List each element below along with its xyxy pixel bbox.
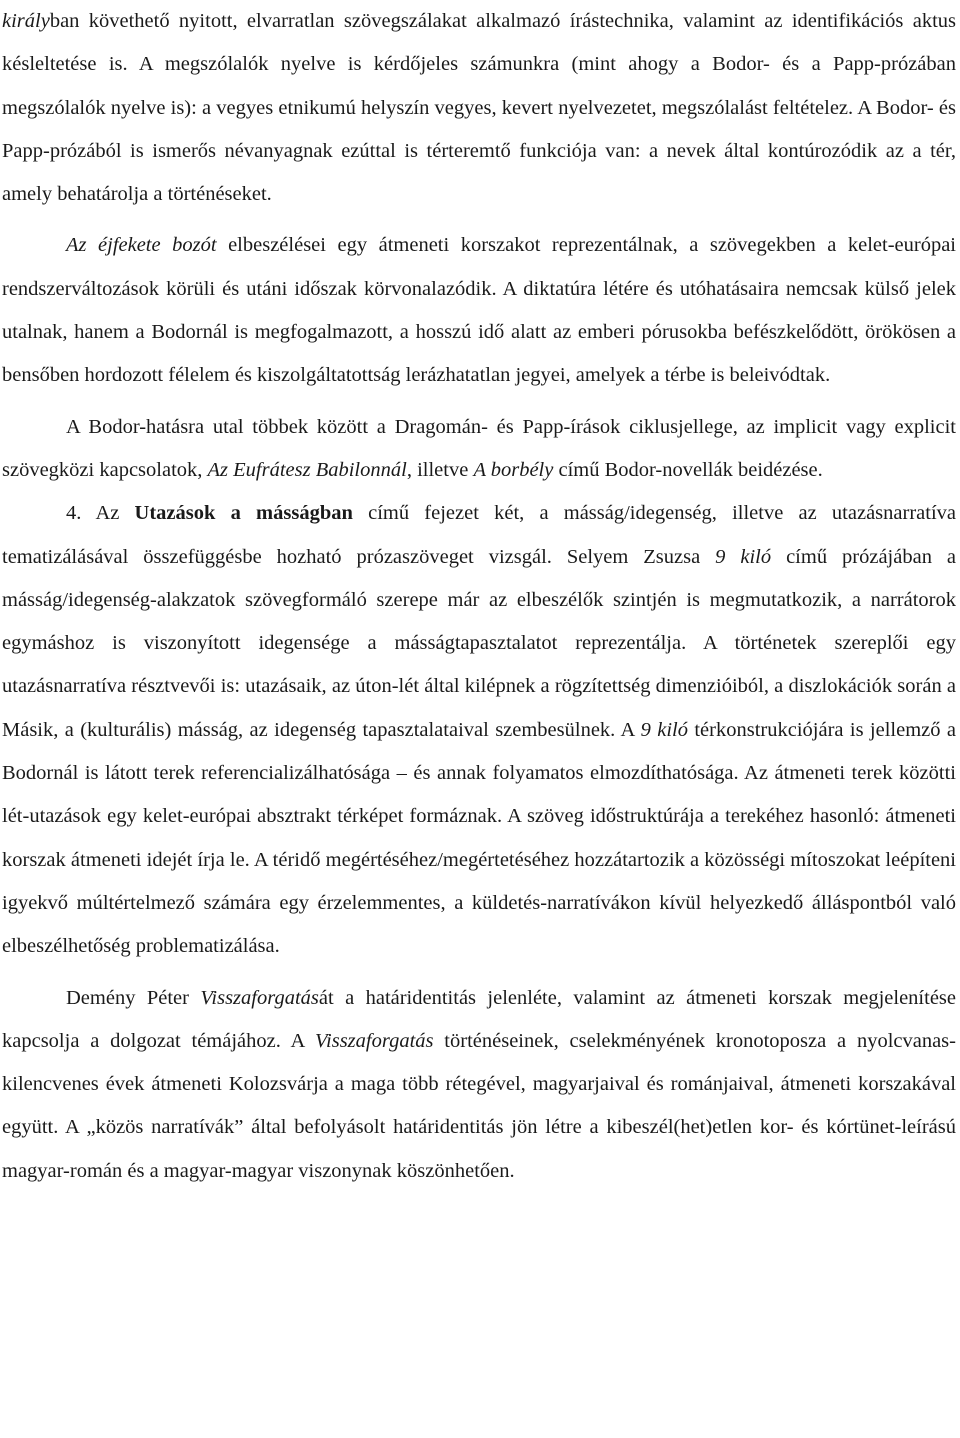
text-run: ban követhető nyitott, elvarratlan szövegszálakat alkalmazó írástechnika, valamint az identifikációs aktus késleltetése is. A megszólalók nyelve is kérdőjeles számunkra (mint ahogy a Bodor- és a Papp-prózában megszólalók nyelve is): a vegyes etnikumú helyszín vegyes, kevert nyelvezetet, megszólalást feltételez. A Bodor- és Papp-prózából is ismerős névanyagnak ezúttal is térteremtő funkciója van: a nevek által kontúrozódik az a tér, amely behatárolja a történéseket.	[2, 10, 956, 206]
text-run: 9 kiló	[640, 718, 688, 741]
text-run: át a határidentitás jelenléte, valamint az átmeneti korszak megjelenítése kapcsolja a dolgozat témájához. A	[2, 986, 956, 1052]
text-run: elbeszélései egy átmeneti korszakot reprezentálnak, a szövegekben a kelet-európai rendszerváltozások körüli és utáni időszak körvonalazódik. A diktatúra létére és utóhatásaira nemcsak külső jelek utalnak, hanem a Bodornál is megfogalmazott, a hosszú idő alatt az emberi pórusokba befészkelődött, örökösen a bensőben hordozott félelem és kiszolgáltatottság lerázhatatlan jegyei, amelyek a térbe is beleivódtak.	[2, 234, 956, 387]
text-run: király	[2, 10, 50, 32]
text-run: című prózájában a másság/idegenség-alakzatok szövegformáló szerepe már az elbeszélők szintjén is megmutatkozik, a narrátorok egymáshoz is viszonyított idegensége a másságtapasztalatot reprezentálja. A történetek szereplői egy utazásnarratíva résztvevői is: utazásaik, az úton-lét által kilépnek a rögzítettség dimenzióiból, a diszlokációk során a Másik, a (kulturális) másság, az idegenség tapasztalataival szembesülnek. A	[2, 545, 956, 741]
text-run: Az Eufrátesz Babilonnál	[207, 458, 407, 481]
text-run: Demény Péter	[66, 986, 201, 1009]
text-run: , illetve	[406, 458, 474, 481]
text-run: Az éjfekete bozót	[66, 234, 217, 257]
text-run: című Bodor-novellák beidézése.	[553, 458, 823, 481]
paragraph-4	[2, 492, 956, 968]
text-run: 4. Az	[66, 502, 135, 525]
text-run: című fejezet két, a másság/idegenség, illetve az utazásnarratíva tematizálásával összefüggésbe hozható prózaszöveget vizsgál. Selyem Zsuzsa	[2, 502, 956, 568]
text-run: A Bodor-hatásra utal többek között a Dragomán- és Papp-írások ciklusjellege, az implicit vagy explicit szövegközi kapcsolatok,	[2, 415, 956, 481]
text-run: Visszaforgatás	[200, 986, 319, 1009]
text-run: A borbély	[473, 458, 554, 481]
paragraph-5	[2, 977, 956, 1193]
paragraph-3	[2, 406, 956, 493]
chapter-title: Utazások a másságban	[134, 502, 353, 525]
text-run: térkonstrukciójára is jellemző a Bodornál is látott terek referencializálhatósága – és annak folyamatos elmozdíthatósága. Az átmeneti terek közötti lét-utazások egy kelet-európai absztrakt térképet formáznak. A szöveg időstruktúrája a terekéhez hasonló: átmeneti korszak átmeneti idejét írja le. A téridő megértéséhez/megértetéséhez hozzátartozik a közösségi mítoszokat leépíteni igyekvő múltértelmező számára egy érzelemmentes, a küldetés-narratívákon kívül helyezkedő álláspontból való elbeszélhetőség problematizálása.	[2, 718, 956, 958]
text-run: Visszaforgatás	[315, 1029, 434, 1052]
paragraph-1	[2, 0, 956, 216]
text-run: 9 kiló	[715, 545, 772, 568]
text-run: történéseinek, cselekményének kronotoposza a nyolcvanas-kilencvenes évek átmeneti Kolozsvárja a maga több rétegével, magyarjaival és románjaival, átmeneti korszakával együtt. A „közös narratívák” által befolyásolt határidentitás jön létre a kibeszél(het)etlen kor- és kórtünet-leírású magyar-román és a magyar-magyar viszonynak köszönhetően.	[2, 1029, 956, 1182]
paragraph-2	[2, 224, 956, 397]
